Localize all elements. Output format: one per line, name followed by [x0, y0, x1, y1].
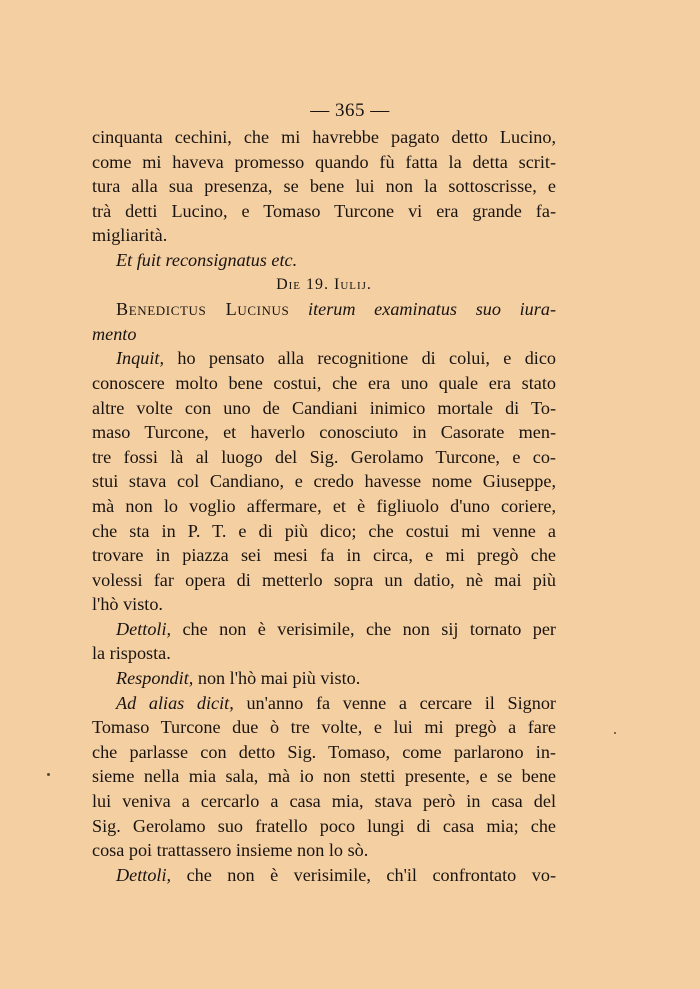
body-text [92, 125, 556, 887]
text-line: Tomaso Turcone due ò tre volte, e lui mi pregò a fare [92, 717, 556, 738]
text-line: come mi haveva promesso quando fù fatta la detta scrit- [92, 151, 556, 172]
formula-line: Et fuit reconsignatus etc. [116, 249, 298, 270]
line-text: un'anno fa venne a cercare il Signor [246, 692, 556, 713]
speaker-lead: Ad alias dicit, [116, 692, 234, 713]
text-line: Sig. Gerolamo suo fratello poco lungi di casa mia; che [92, 815, 556, 836]
text-line: la risposta. [92, 643, 171, 664]
text-line: sieme nella mia sala, mà io non stetti presente, e se bene [92, 766, 556, 787]
text-line: mà non lo voglio affermare, et è figliuolo d'uno coriere, [92, 495, 556, 516]
line-text: non l'hò mai più visto. [197, 668, 361, 689]
text-line: lui veniva a cercarlo a casa mia, stava però in casa del [92, 791, 556, 812]
speaker-lead: Respondit, [116, 668, 194, 689]
text-line: mento [92, 323, 137, 344]
text-line: trovare in piazza sei mesi fa in circa, e mi pregò che [92, 545, 556, 566]
witness-heading [92, 297, 556, 322]
text-line: conoscere molto bene costui, che era uno quale era stato [92, 372, 556, 393]
date-heading: Die 19. Iulij. [276, 275, 372, 293]
text-line: altre volte con uno de Candiani inimico mortale di To- [92, 397, 556, 418]
line-text: ho pensato alla recognitione di colui, e dico [177, 348, 557, 369]
line-text: che non è verisimile, che non sij tornato per [182, 618, 556, 639]
text-line: che parlasse con detto Sig. Tomaso, come parlarono in- [92, 741, 556, 762]
text-line: l'hò visto. [92, 594, 163, 615]
text-line: tre fossi là al luogo del Sig. Gerolamo Turcone, e co- [92, 446, 556, 467]
paper-speck [47, 773, 50, 776]
text-line [92, 346, 556, 371]
text-line: volessi far opera di metterlo sopra un datio, nè mai più [92, 569, 556, 590]
text-line: cosa poi trattassero insieme non lo sò. [92, 840, 369, 861]
witness-name: Benedictus Lucinus [116, 299, 290, 320]
speaker-lead: Inquit, [116, 348, 164, 369]
page-number: — 365 — [310, 100, 390, 121]
speaker-lead: Dettoli, [116, 618, 172, 639]
text-line: tura alla sua presenza, se bene lui non la sottoscrisse, e [92, 176, 556, 197]
text-line: migliarità. [92, 225, 168, 246]
text-line: che sta in P. T. e di più dico; che costui mi venne a [92, 520, 556, 541]
text-line: stui stava col Candiano, e credo havesse nome Giuseppe, [92, 471, 556, 492]
text-line: maso Turcone, et haverlo conosciuto in Casorate men- [92, 422, 556, 443]
text-line [92, 863, 556, 888]
text-line [92, 617, 556, 642]
text-line [92, 691, 556, 716]
text-line: cinquanta cechini, che mi havrebbe pagato detto Lucino, [92, 127, 556, 147]
speaker-lead: Dettoli, [116, 864, 172, 885]
paper-speck [614, 732, 616, 734]
text-line [92, 666, 556, 691]
line-text: che non è verisimile, ch'il confrontato vo- [186, 864, 557, 885]
text-line: trà detti Lucino, e Tomaso Turcone vi era grande fa- [92, 200, 556, 221]
heading-phrase: iterum examinatus suo iura- [308, 299, 557, 320]
